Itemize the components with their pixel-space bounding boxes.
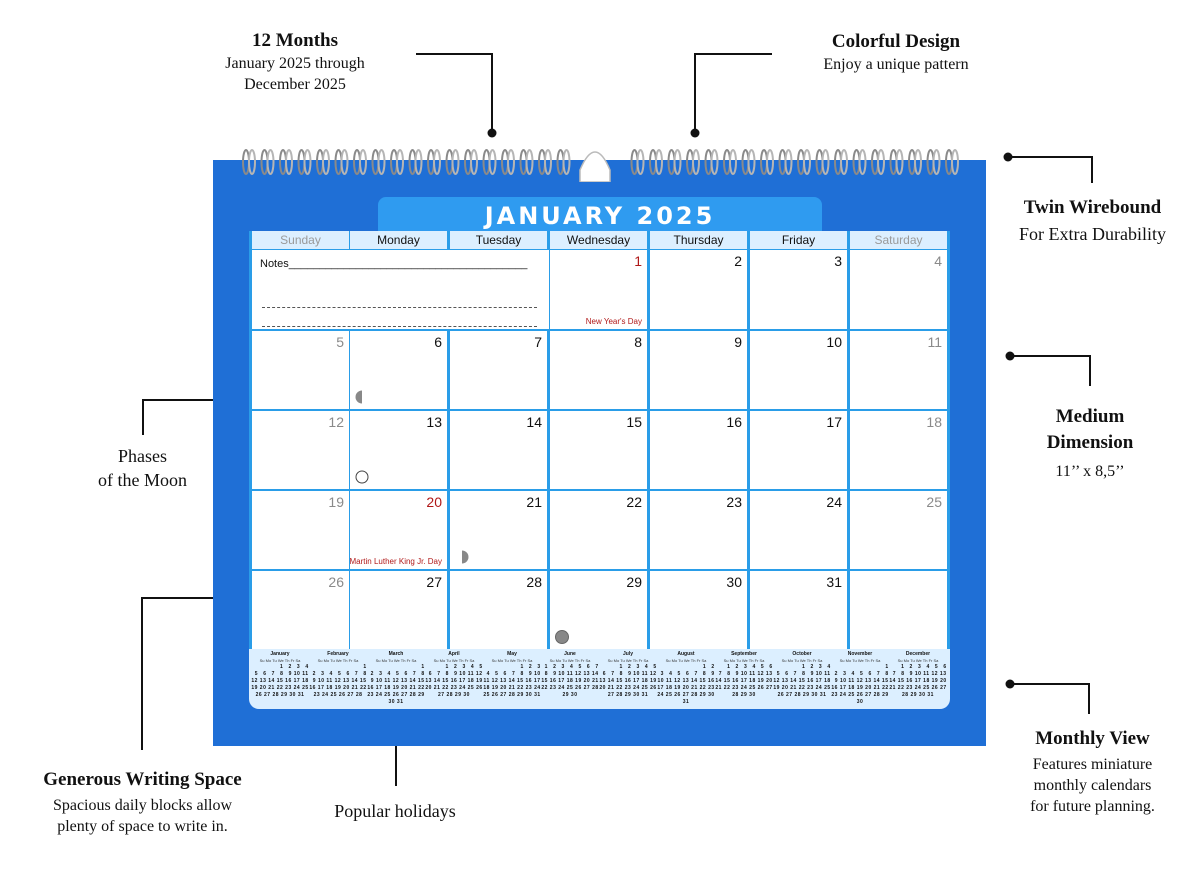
mini-days: 1 2 3 4 5 6 7 8 9 10 11 12 13 14 15 16 17 18 19 20 21 22 23 24 25 26 27 28 29 30 31 <box>599 664 657 698</box>
notes-label: Notes_______________________________________ <box>260 258 528 270</box>
mini-calendar-november <box>831 651 889 707</box>
moon-first-quarter-icon <box>354 389 370 405</box>
moon-full-icon <box>354 469 370 485</box>
annotation-heading: Monthly View <box>1035 728 1150 749</box>
mini-calendars-strip <box>249 649 950 709</box>
mini-calendar-december <box>889 651 947 707</box>
day-cell-23[interactable] <box>650 491 747 569</box>
mini-calendar-may <box>483 651 541 707</box>
annotation-text: Enjoy a unique pattern <box>823 56 969 73</box>
annotation-text: January 2025 through <box>225 55 365 72</box>
mini-weekdays: Su Mo Tu We Th Fr Sa <box>607 658 649 663</box>
annotation-heading: Colorful Design <box>831 31 961 52</box>
mini-calendar-january <box>251 651 309 707</box>
day-number: 9 <box>734 334 742 350</box>
weekday-header-wednesday: Wednesday <box>550 231 647 249</box>
holiday-label: Martin Luther King Jr. Day <box>349 557 442 566</box>
day-cell-21[interactable] <box>450 491 547 569</box>
day-number: 5 <box>336 334 344 350</box>
day-cell-31[interactable] <box>750 571 847 649</box>
day-number: 25 <box>926 494 942 510</box>
annotation-text: for future planning. <box>1030 798 1155 815</box>
day-cell-11[interactable] <box>850 331 947 409</box>
mini-month-title: April <box>448 651 460 657</box>
annotation-medium-dimension <box>1010 403 1170 482</box>
mini-month-title: March <box>388 651 404 657</box>
mini-month-title: August <box>677 651 695 657</box>
mini-calendar-july <box>599 651 657 707</box>
mini-weekdays: Su Mo Tu We Th Fr Sa <box>259 658 301 663</box>
day-number: 13 <box>426 414 442 430</box>
day-cell-4[interactable] <box>850 250 947 329</box>
day-number: 8 <box>634 334 642 350</box>
moon-new-icon <box>554 629 570 645</box>
day-cell-17[interactable] <box>750 411 847 489</box>
day-cell-26[interactable] <box>252 571 349 649</box>
annotation-12-months <box>195 29 395 95</box>
day-cell-14[interactable] <box>450 411 547 489</box>
annotation-heading: Medium <box>1055 406 1125 427</box>
weekday-header-thursday: Thursday <box>650 231 747 249</box>
weekday-header-friday: Friday <box>750 231 847 249</box>
mini-month-title: September <box>731 651 757 657</box>
day-number: 16 <box>726 414 742 430</box>
annotation-heading: Twin Wirebound <box>1023 197 1162 218</box>
annotation-text: 11’’ x 8,5’’ <box>1055 463 1125 480</box>
weekday-header-tuesday: Tuesday <box>450 231 547 249</box>
moon-last-quarter-icon <box>454 549 470 565</box>
annotation-heading: 12 Months <box>251 30 339 51</box>
mini-weekdays: Su Mo Tu We Th Fr Sa <box>665 658 707 663</box>
day-cell-20[interactable] <box>350 491 447 569</box>
annotation-moon-phases <box>70 444 215 492</box>
day-cell-10[interactable] <box>750 331 847 409</box>
annotation-writing-space <box>15 768 270 837</box>
day-number: 23 <box>726 494 742 510</box>
twin-wire-binding <box>240 140 960 182</box>
weekday-header-saturday: Saturday <box>850 231 947 249</box>
mini-weekdays: Su Mo Tu We Th Fr Sa <box>549 658 591 663</box>
mini-days: 1 2 3 4 5 6 7 8 9 10 11 12 13 14 15 16 17 18 19 20 21 22 23 24 25 26 27 28 29 30 31 <box>657 664 715 705</box>
annotation-text: Spacious daily blocks allow <box>52 797 233 814</box>
mini-calendar-february <box>309 651 367 707</box>
mini-month-title: November <box>847 651 873 657</box>
annotation-text: December 2025 <box>244 76 346 93</box>
day-number: 29 <box>626 574 642 590</box>
day-cell-25[interactable] <box>850 491 947 569</box>
mini-days: 1 2 3 4 5 6 7 8 9 10 11 12 13 14 15 16 17 18 19 20 21 22 23 24 25 26 27 28 29 30 31 <box>773 664 831 698</box>
mini-month-title: October <box>792 651 812 657</box>
mini-calendar-august <box>657 651 715 707</box>
day-number: 26 <box>328 574 344 590</box>
day-number: 27 <box>426 574 442 590</box>
month-title: JANUARY 2025 <box>378 197 822 235</box>
day-number: 18 <box>926 414 942 430</box>
day-cell-3[interactable] <box>750 250 847 329</box>
day-cell-29[interactable] <box>550 571 647 649</box>
day-cell-8[interactable] <box>550 331 647 409</box>
day-number: 11 <box>927 334 942 350</box>
mini-month-title: May <box>507 651 517 657</box>
annotation-text: Phases <box>118 446 167 466</box>
day-number: 1 <box>634 253 642 269</box>
annotation-heading: Generous Writing Space <box>43 769 242 790</box>
day-number: 17 <box>826 414 842 430</box>
mini-days: 1 2 3 4 5 6 7 8 9 10 11 12 13 14 15 16 17 18 19 20 21 22 23 24 25 26 27 28 29 30 31 <box>483 664 541 698</box>
day-cell-15[interactable] <box>550 411 647 489</box>
day-cell-6[interactable] <box>350 331 447 409</box>
mini-days: 1 2 3 4 5 6 7 8 9 10 11 12 13 14 15 16 17 18 19 20 21 22 23 24 25 26 27 28 29 30 <box>425 664 483 698</box>
mini-days: 1 2 3 4 5 6 7 8 9 10 11 12 13 14 15 16 17 18 19 20 21 22 23 24 25 26 27 28 29 30 <box>831 664 889 705</box>
day-cell-19[interactable] <box>252 491 349 569</box>
mini-days: 1 2 3 4 5 6 7 8 9 10 11 12 13 14 15 16 17 18 19 20 21 22 23 24 25 26 27 28 29 30 <box>715 664 773 698</box>
day-cell-16[interactable] <box>650 411 747 489</box>
mini-weekdays: Su Mo Tu We Th Fr Sa <box>433 658 475 663</box>
day-number: 22 <box>626 494 642 510</box>
mini-month-title: July <box>622 651 633 657</box>
annotation-monthly-view <box>1005 727 1180 817</box>
day-number: 28 <box>526 574 542 590</box>
day-cell-27[interactable] <box>350 571 447 649</box>
mini-weekdays: Su Mo Tu We Th Fr Sa <box>375 658 417 663</box>
mini-days: 1 2 3 4 5 6 7 8 9 10 11 12 13 14 15 16 17 18 19 20 21 22 23 24 25 26 27 28 <box>309 664 367 698</box>
day-cell-7[interactable] <box>450 331 547 409</box>
day-number: 7 <box>534 334 542 350</box>
notes-line <box>262 326 537 327</box>
notes-area[interactable] <box>252 250 549 329</box>
day-cell-30[interactable] <box>650 571 747 649</box>
annotation-text: plenty of space to write in. <box>57 818 228 835</box>
annotation-text: Features miniature <box>1032 756 1153 773</box>
mini-calendar-march <box>367 651 425 707</box>
day-number: 14 <box>526 414 542 430</box>
day-cell-5[interactable] <box>252 331 349 409</box>
day-number: 19 <box>328 494 344 510</box>
annotation-twin-wirebound <box>995 196 1190 245</box>
mini-weekdays: Su Mo Tu We Th Fr Sa <box>781 658 823 663</box>
annotation-heading: Dimension <box>1046 432 1134 453</box>
mini-days: 1 2 3 4 5 6 7 8 9 10 11 12 13 14 15 16 17 18 19 20 21 22 23 24 25 26 27 28 29 30 31 <box>367 664 425 705</box>
holiday-label: New Year's Day <box>585 317 642 326</box>
annotation-text: of the Moon <box>98 470 187 490</box>
mini-weekdays: Su Mo Tu We Th Fr Sa <box>491 658 533 663</box>
annotation-colorful-design <box>796 30 996 75</box>
mini-weekdays: Su Mo Tu We Th Fr Sa <box>723 658 765 663</box>
weekday-header-sunday: Sunday <box>252 231 349 249</box>
empty-cell[interactable] <box>850 571 947 649</box>
day-number: 24 <box>826 494 842 510</box>
day-number: 15 <box>626 414 642 430</box>
annotation-holidays <box>305 801 485 822</box>
mini-calendar-june <box>541 651 599 707</box>
day-number: 3 <box>834 253 842 269</box>
mini-calendar-september <box>715 651 773 707</box>
day-cell-1[interactable] <box>550 250 647 329</box>
mini-calendar-october <box>773 651 831 707</box>
day-cell-9[interactable] <box>650 331 747 409</box>
annotation-text: monthly calendars <box>1033 777 1152 794</box>
mini-month-title: December <box>905 651 931 657</box>
weekday-header-monday: Monday <box>350 231 447 249</box>
day-cell-2[interactable] <box>650 250 747 329</box>
mini-days: 1 2 3 4 5 6 7 8 9 10 11 12 13 14 15 16 17 18 19 20 21 22 23 24 25 26 27 28 29 30 31 <box>889 664 947 698</box>
notes-line <box>262 307 537 308</box>
day-cell-24[interactable] <box>750 491 847 569</box>
day-number: 31 <box>826 574 842 590</box>
annotation-text: Popular holidays <box>334 801 456 821</box>
day-number: 4 <box>934 253 942 269</box>
day-cell-18[interactable] <box>850 411 947 489</box>
mini-month-title: June <box>564 651 576 657</box>
day-cell-13[interactable] <box>350 411 447 489</box>
day-number: 10 <box>826 334 842 350</box>
mini-weekdays: Su Mo Tu We Th Fr Sa <box>897 658 939 663</box>
day-number: 20 <box>426 494 442 510</box>
annotation-text: For Extra Durability <box>1019 224 1166 244</box>
day-number: 2 <box>734 253 742 269</box>
day-number: 30 <box>726 574 742 590</box>
mini-weekdays: Su Mo Tu We Th Fr Sa <box>839 658 881 663</box>
mini-weekdays: Su Mo Tu We Th Fr Sa <box>317 658 359 663</box>
day-cell-28[interactable] <box>450 571 547 649</box>
mini-days: 1 2 3 4 5 6 7 8 9 10 11 12 13 14 15 16 17 18 19 20 21 22 23 24 25 26 27 28 29 30 <box>541 664 599 698</box>
day-number: 6 <box>434 334 442 350</box>
day-number: 12 <box>328 414 344 430</box>
day-cell-22[interactable] <box>550 491 647 569</box>
mini-calendar-april <box>425 651 483 707</box>
day-cell-12[interactable] <box>252 411 349 489</box>
calendar-grid <box>249 231 950 649</box>
mini-month-title: January <box>270 651 290 657</box>
day-number: 21 <box>526 494 542 510</box>
mini-month-title: February <box>327 651 349 657</box>
mini-days: 1 2 3 4 5 6 7 8 9 10 11 12 13 14 15 16 17 18 19 20 21 22 23 24 25 26 27 28 29 30 31 <box>251 664 309 698</box>
